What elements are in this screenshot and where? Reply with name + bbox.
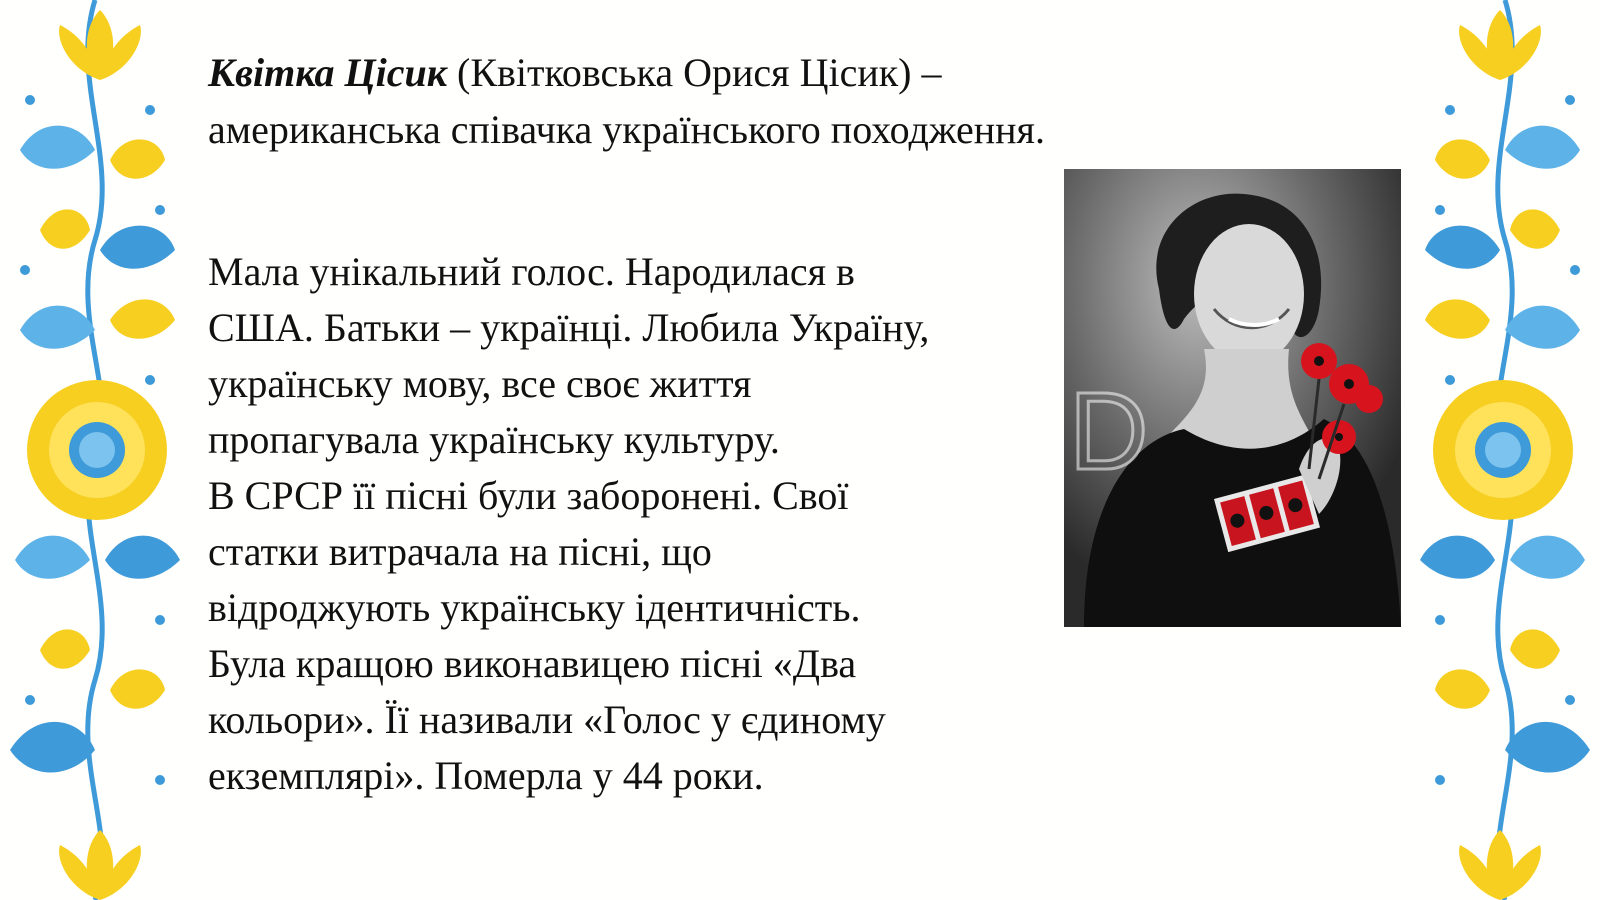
watermark-icon: D: [1069, 370, 1149, 493]
body-line: екземплярі». Померла у 44 роки.: [208, 753, 764, 798]
heading-full-name: (Квітковська Орися Цісик) –: [447, 50, 942, 95]
ornament-border-left: [0, 0, 190, 900]
body-line: США. Батьки – українці. Любила Україну,: [208, 305, 930, 350]
body-line: Була кращою виконавицею пісні «Два: [208, 641, 857, 686]
biography-text: [208, 244, 1068, 804]
folk-ornament-icon: [10, 0, 180, 900]
body-line: кольори». Її називали «Голос у єдиному: [208, 697, 886, 742]
heading-line-1: [208, 44, 1228, 101]
folk-ornament-icon: [1420, 0, 1590, 900]
body-line: відроджують українську ідентичність.: [208, 585, 861, 630]
slide-heading: [208, 44, 1228, 158]
body-line: статки витрачала на пісні, що: [208, 529, 712, 574]
body-line: пропагувала українську культуру.: [208, 417, 780, 462]
ornament-border-right: [1410, 0, 1600, 900]
body-line: українську мову, все своє життя: [208, 361, 752, 406]
portrait-photo: [1064, 169, 1401, 627]
heading-line-2: американська співачка українського походження.: [208, 107, 1045, 152]
singer-name: Квітка Цісик: [208, 50, 448, 95]
portrait-photo-icon: [1064, 169, 1401, 627]
body-line: В СРСР її пісні були заборонені. Свої: [208, 473, 849, 518]
body-line: Мала унікальний голос. Народилася в: [208, 249, 855, 294]
